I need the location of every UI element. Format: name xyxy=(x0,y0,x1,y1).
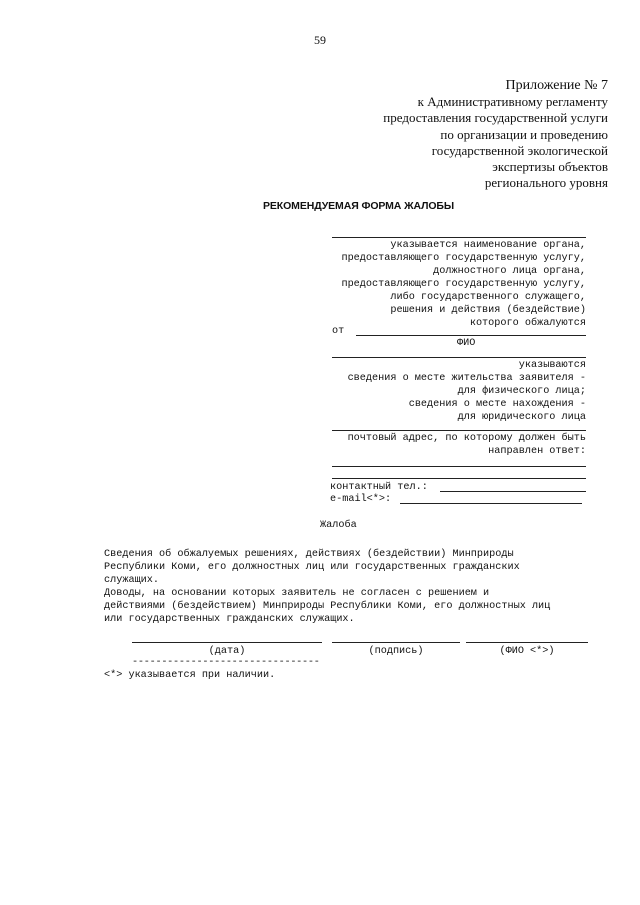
email-field[interactable] xyxy=(400,503,582,504)
residence-block xyxy=(286,359,586,424)
body-line: служащих. xyxy=(104,575,160,586)
residence-line: сведения о месте жительства заявителя - xyxy=(347,373,586,384)
from-label: от xyxy=(332,326,345,337)
appendix-line: к Административному регламенту xyxy=(417,94,608,110)
body-line: Республики Коми, его должностных лиц или государственных гражданских xyxy=(104,562,520,573)
body-line: или государственных гражданских служащих. xyxy=(104,614,355,625)
addressee-underline xyxy=(332,237,586,238)
date-caption: (дата) xyxy=(208,646,246,657)
page-number: 59 xyxy=(314,33,326,47)
appendix-line: регионального уровня xyxy=(484,175,608,191)
appendix-line: Приложение № 7 xyxy=(505,78,608,93)
appendix-line: экспертизы объектов xyxy=(492,159,608,175)
addressee-line: предоставляющего государственную услугу, xyxy=(341,279,586,290)
residence-line: указываются xyxy=(518,360,586,371)
postal-field[interactable] xyxy=(332,466,586,467)
postal-block xyxy=(286,432,586,458)
residence-line: сведения о месте нахождения - xyxy=(408,399,586,410)
footnote: <*> указывается при наличии. xyxy=(104,670,276,681)
complaint-body xyxy=(104,548,604,626)
date-field[interactable] xyxy=(132,642,322,643)
body-line: действиями (бездействием) Минприроды Республики Коми, его должностных лиц xyxy=(104,601,551,612)
postal-top-line xyxy=(332,430,586,431)
addressee-line: предоставляющего государственную услугу, xyxy=(341,253,586,264)
fio-caption: ФИО xyxy=(457,338,476,349)
postal-line: почтовый адрес, по которому должен быть xyxy=(347,433,586,444)
email-label: e-mail<*>: xyxy=(330,494,392,505)
phone-field[interactable] xyxy=(440,491,586,492)
signature-caption: (подпись) xyxy=(368,646,424,657)
from-fio-field[interactable] xyxy=(356,335,586,336)
phone-label: контактный тел.: xyxy=(330,482,428,493)
appendix-line: предоставления государственной услуги xyxy=(383,110,608,126)
appendix-header xyxy=(288,78,608,191)
residence-line: для физического лица; xyxy=(457,386,586,397)
appendix-line: государственной экологической xyxy=(431,142,608,158)
addressee-line: указывается наименование органа, xyxy=(390,240,586,251)
complaint-heading: Жалоба xyxy=(320,520,357,531)
residence-field[interactable] xyxy=(332,357,586,358)
signature-field[interactable] xyxy=(332,642,460,643)
body-line: Доводы, на основании которых заявитель не согласен с решением и xyxy=(104,588,490,599)
footnote-divider: -------------------------------- xyxy=(132,657,320,668)
postal-field-2[interactable] xyxy=(332,478,586,479)
residence-line: для юридического лица xyxy=(457,412,586,423)
body-line: Сведения об обжалуемых решениях, действиях (бездействии) Минприроды xyxy=(104,549,514,560)
fio-sign-caption: (ФИО <*>) xyxy=(499,646,555,657)
appendix-line: по организации и проведению xyxy=(440,126,608,142)
addressee-line: которого обжалуются xyxy=(469,318,586,329)
addressee-line: решения и действия (бездействие) xyxy=(390,305,586,316)
addressee-line: должностного лица органа, xyxy=(433,266,586,277)
fio-sign-field[interactable] xyxy=(466,642,588,643)
addressee-block xyxy=(286,239,586,330)
postal-line: направлен ответ: xyxy=(488,446,586,457)
form-title: РЕКОМЕНДУЕМАЯ ФОРМА ЖАЛОБЫ xyxy=(263,200,455,212)
addressee-line: либо государственного служащего, xyxy=(390,292,586,303)
